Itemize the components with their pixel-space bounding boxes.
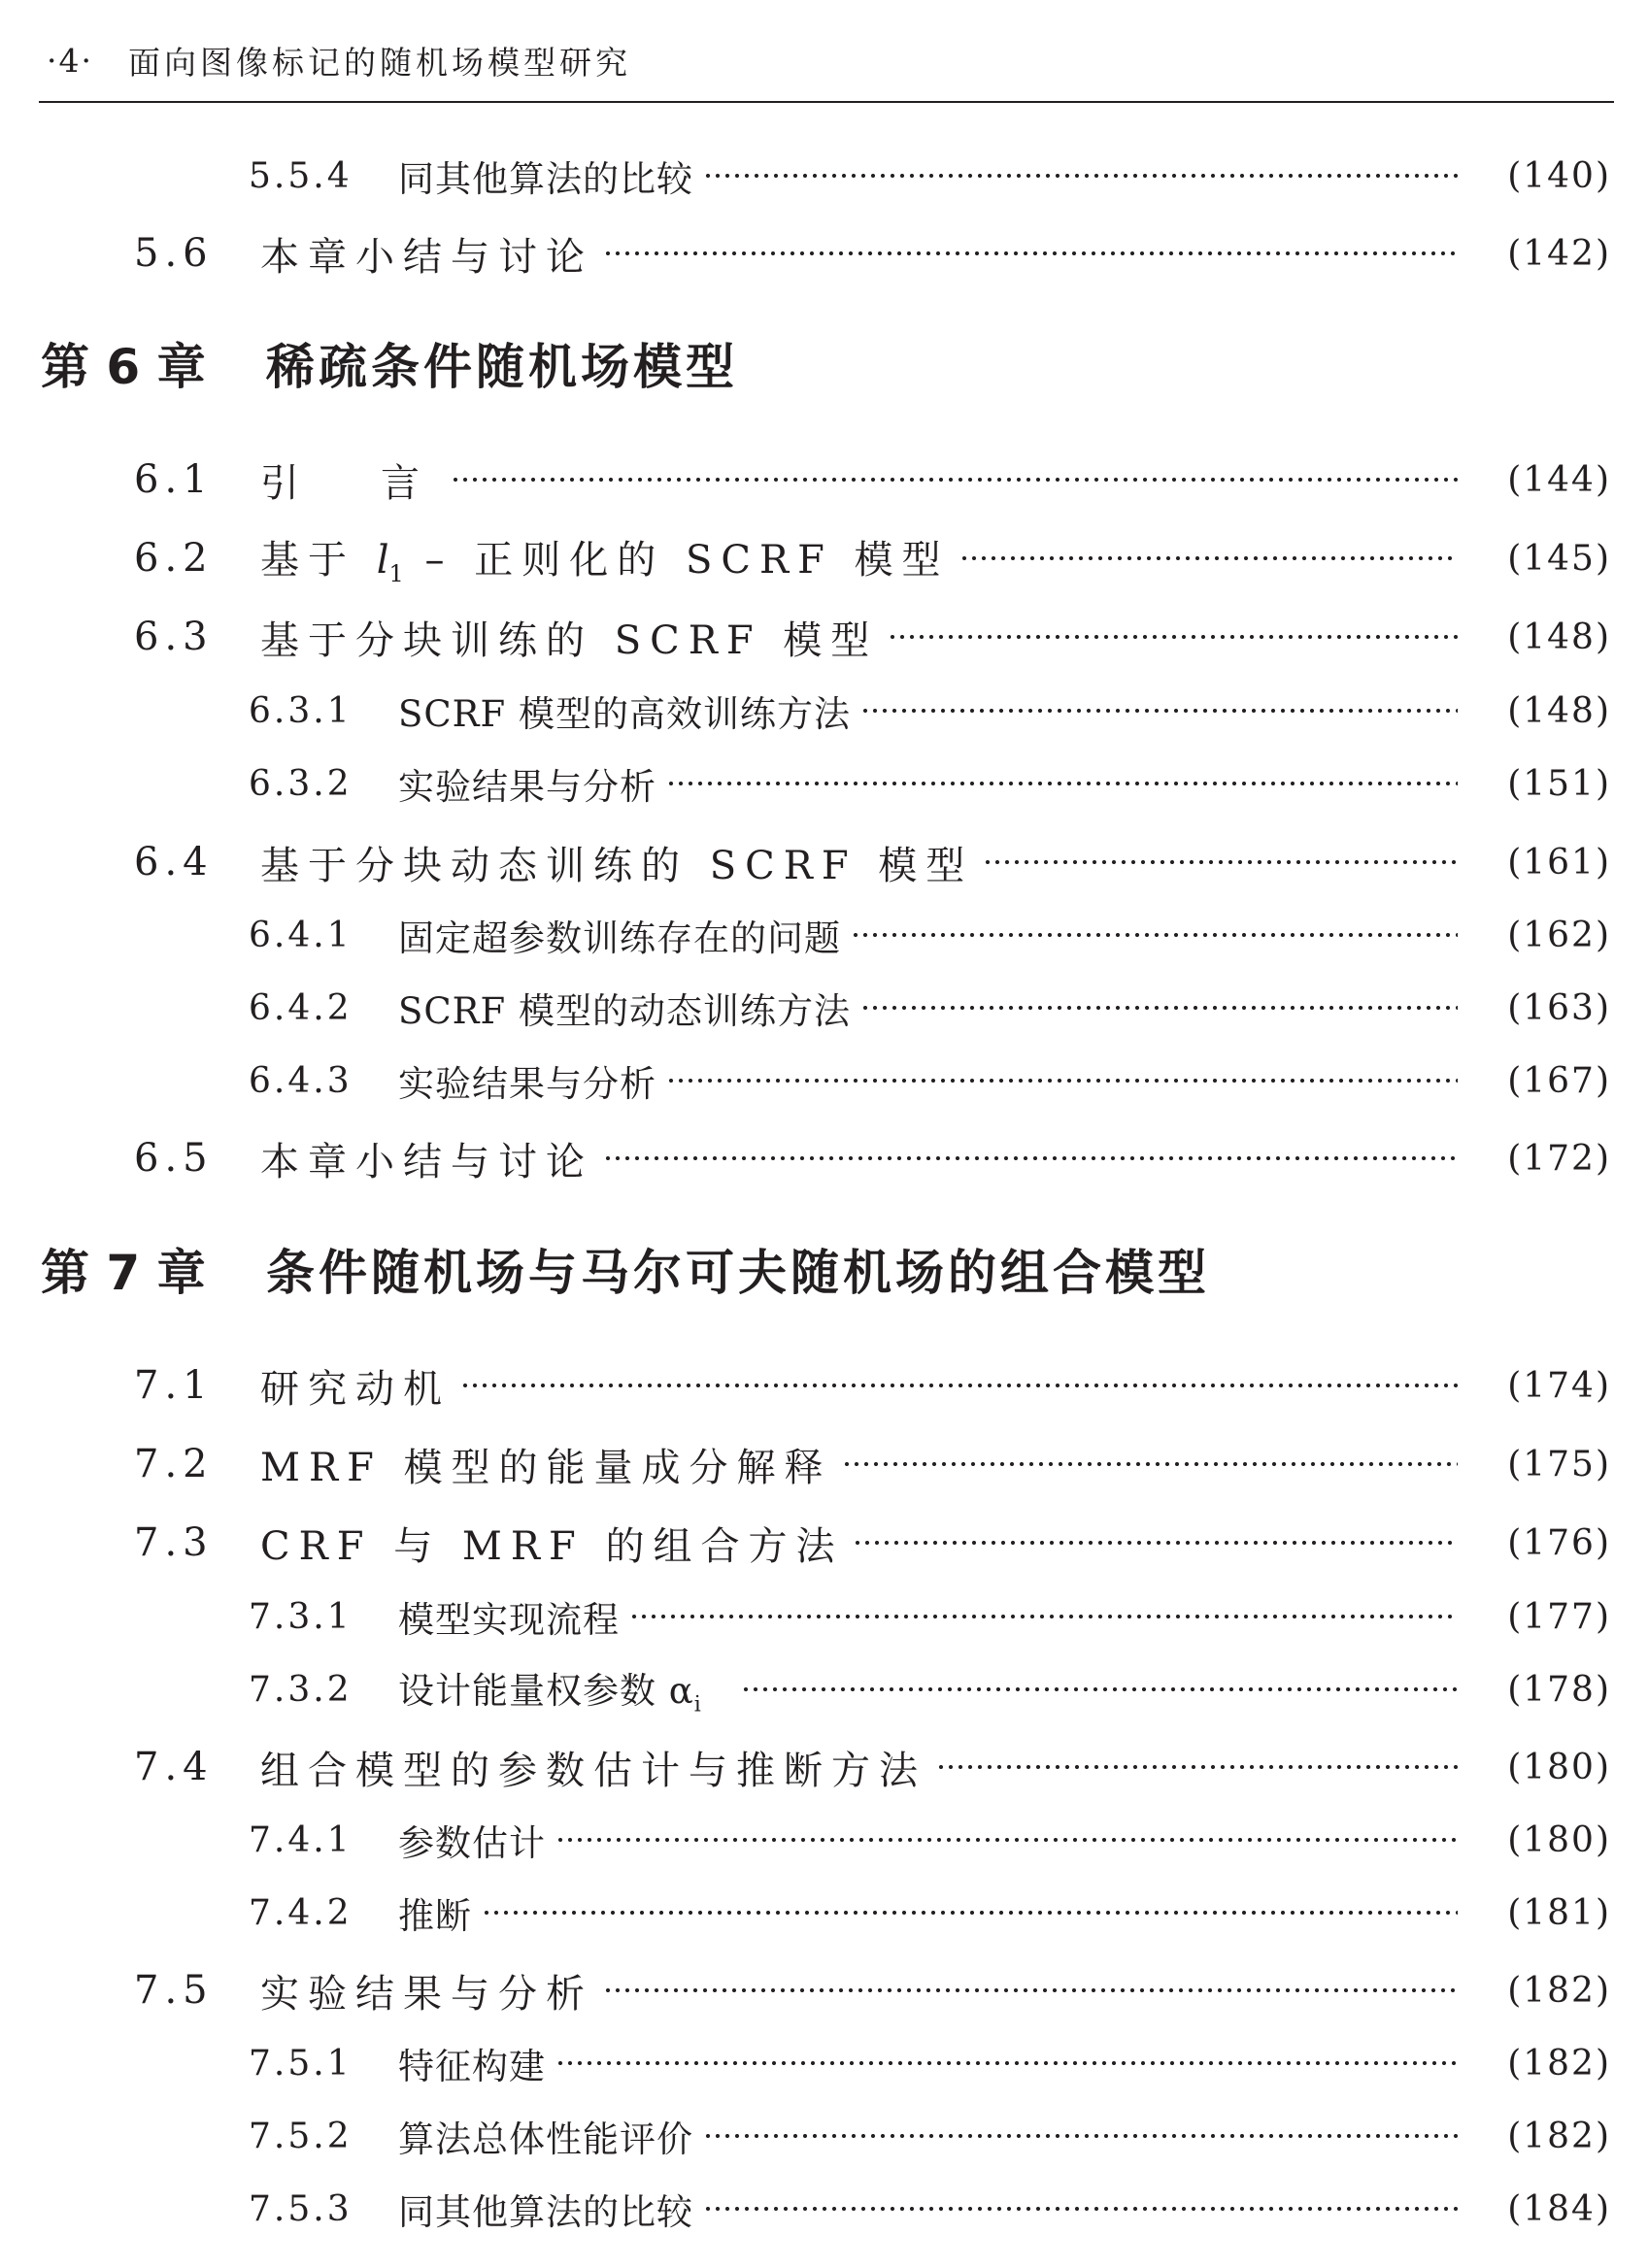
toc-number: 7.4.1 (249, 1819, 353, 1860)
toc-number: 5.6 (134, 231, 214, 276)
toc-page: (148) (1507, 617, 1611, 657)
page-number: ·4· (47, 41, 93, 80)
chapter-title: 条件随机场与马尔可夫随机场的组合模型 (266, 1245, 1210, 1301)
toc-title: SCRF 模型的高效训练方法 (398, 693, 851, 735)
toc-title: SCRF 模型的动态训练方法 (398, 990, 851, 1032)
dot-leader (860, 709, 1458, 713)
toc-entry-6-2[interactable] (0, 533, 1648, 587)
toc-page: (177) (1507, 1596, 1611, 1637)
toc-entry-7-3-1[interactable] (0, 1591, 1648, 1642)
dot-leader (842, 1462, 1458, 1466)
toc-number: 7.3.2 (249, 1669, 353, 1710)
toc-title: 引 言 (260, 460, 441, 506)
toc-entry-7-3[interactable] (0, 1518, 1648, 1568)
toc-entry-7-4[interactable] (0, 1742, 1648, 1792)
toc-page: (163) (1507, 987, 1611, 1028)
toc-number: 6.3.2 (249, 763, 353, 804)
toc-number: 6.4.3 (249, 1060, 353, 1101)
toc-title: 同其他算法的比较 (398, 2191, 693, 2233)
toc-entry-7-2[interactable] (0, 1439, 1648, 1489)
toc-number: 7.3 (134, 1520, 214, 1565)
toc-page: (176) (1507, 1522, 1611, 1563)
toc-title: 固定超参数训练存在的问题 (398, 917, 841, 959)
toc-page: (180) (1507, 1747, 1611, 1787)
chapter-number: 第 6 章 (41, 339, 206, 395)
toc-title: 实验结果与分析 (398, 1063, 656, 1105)
toc-entry-6-3-1[interactable] (0, 685, 1648, 736)
dot-leader (703, 2207, 1458, 2211)
toc-title: 本章小结与讨论 (260, 234, 593, 280)
dot-leader (703, 174, 1458, 178)
toc-page: (151) (1507, 763, 1611, 804)
dot-leader (482, 1911, 1458, 1915)
toc-title: 算法总体性能评价 (398, 2118, 693, 2160)
toc-number: 5.5.4 (249, 155, 353, 196)
toc-number: 7.5.1 (249, 2043, 353, 2084)
dot-leader (603, 1988, 1458, 1992)
dot-leader (666, 782, 1458, 785)
toc-number: 7.5.3 (249, 2188, 353, 2229)
toc-number: 7.3.1 (249, 1596, 353, 1637)
toc-title: 特征构建 (398, 2046, 546, 2087)
toc-title: 本章小结与讨论 (260, 1139, 593, 1184)
toc-entry-7-5-1[interactable] (0, 2038, 1648, 2088)
toc-title: 参数估计 (398, 1822, 546, 1864)
dot-leader (666, 1079, 1458, 1083)
toc-page: (148) (1507, 690, 1611, 731)
toc-title (260, 529, 950, 587)
toc-entry-6-1[interactable] (0, 454, 1648, 505)
toc-entry-5-5-4[interactable] (0, 150, 1648, 201)
dot-leader (629, 1615, 1458, 1618)
toc-page: (167) (1507, 1060, 1611, 1101)
math-variable-l: l (376, 538, 389, 583)
toc-entry-7-1[interactable] (0, 1360, 1648, 1411)
toc-entry-6-4-3[interactable] (0, 1055, 1648, 1106)
dot-leader (741, 1687, 1458, 1691)
toc-page: (174) (1507, 1365, 1611, 1406)
chapter-title: 稀疏条件随机场模型 (266, 339, 738, 395)
dot-leader (451, 478, 1458, 482)
toc-title: 基于分块训练的 SCRF 模型 (260, 617, 879, 663)
toc-page: (182) (1507, 2043, 1611, 2084)
chapter-heading-6[interactable] (41, 331, 738, 395)
toc-entry-6-4-1[interactable] (0, 910, 1648, 960)
toc-entry-6-4-2[interactable] (0, 983, 1648, 1033)
math-subscript: i (693, 1692, 702, 1718)
toc-page: (172) (1507, 1138, 1611, 1179)
toc-number: 7.2 (134, 1442, 214, 1486)
toc-number: 7.4 (134, 1745, 214, 1789)
toc-entry-7-5-3[interactable] (0, 2184, 1648, 2234)
toc-title-prefix: 设计能量权参数 (398, 1670, 669, 1713)
toc-page: (162) (1507, 915, 1611, 955)
toc-title-suffix: – 正则化的 SCRF 模型 (403, 538, 950, 583)
toc-title: 同其他算法的比较 (398, 158, 693, 200)
toc-entry-7-5-2[interactable] (0, 2111, 1648, 2161)
dot-leader (936, 1765, 1458, 1769)
math-variable-alpha: α (668, 1670, 694, 1713)
dot-leader (703, 2134, 1458, 2138)
toc-entry-6-5[interactable] (0, 1133, 1648, 1184)
toc-page: (140) (1507, 155, 1611, 196)
toc-number: 6.4.1 (249, 915, 353, 955)
chapter-heading-7[interactable] (41, 1237, 1210, 1301)
dot-leader (853, 1541, 1458, 1545)
dot-leader (603, 251, 1458, 255)
toc-number: 6.3 (134, 615, 214, 659)
dot-leader (555, 1838, 1458, 1842)
toc-page: (144) (1507, 459, 1611, 500)
dot-leader (860, 1006, 1458, 1010)
dot-leader (555, 2061, 1458, 2065)
toc-entry-6-4[interactable] (0, 837, 1648, 887)
toc-title-prefix: 基于 (260, 538, 377, 583)
page-header (47, 39, 631, 82)
dot-leader (888, 635, 1458, 639)
toc-page: (142) (1507, 233, 1611, 274)
toc-entry-7-4-2[interactable] (0, 1887, 1648, 1938)
toc-page: (175) (1507, 1444, 1611, 1484)
toc-title: 推断 (398, 1895, 472, 1937)
toc-entry-5-6[interactable] (0, 228, 1648, 279)
toc-page: (181) (1507, 1892, 1611, 1933)
toc-title (398, 1661, 702, 1717)
toc-entry-6-3-2[interactable] (0, 758, 1648, 809)
toc-number: 7.5.2 (249, 2116, 353, 2156)
toc-title: 研究动机 (260, 1366, 451, 1412)
toc-page: (182) (1507, 2116, 1611, 2156)
toc-page: (182) (1507, 1970, 1611, 2011)
dot-leader (851, 933, 1458, 937)
dot-leader (603, 1156, 1458, 1160)
toc-page: (161) (1507, 842, 1611, 883)
math-subscript: 1 (388, 560, 404, 587)
toc-number: 6.3.1 (249, 690, 353, 731)
toc-number: 6.4.2 (249, 987, 353, 1028)
dot-leader (460, 1384, 1458, 1387)
toc-title: 实验结果与分析 (260, 1971, 593, 2017)
toc-title: 模型实现流程 (398, 1599, 620, 1641)
toc-title: 实验结果与分析 (398, 766, 656, 808)
toc-number: 6.5 (134, 1136, 214, 1181)
toc-title: 基于分块动态训练的 SCRF 模型 (260, 843, 974, 888)
toc-page: (184) (1507, 2188, 1611, 2229)
toc-title: CRF 与 MRF 的组合方法 (260, 1523, 844, 1569)
toc-entry-6-3[interactable] (0, 612, 1648, 662)
toc-page: (180) (1507, 1819, 1611, 1860)
toc-title: 组合模型的参数估计与推断方法 (260, 1748, 926, 1793)
toc-entry-7-3-2[interactable] (0, 1664, 1648, 1718)
dot-leader (983, 860, 1458, 864)
toc-page: (145) (1507, 538, 1611, 579)
dot-leader (959, 556, 1458, 560)
toc-number: 6.4 (134, 840, 214, 884)
toc-number: 7.4.2 (249, 1892, 353, 1933)
toc-entry-7-5[interactable] (0, 1965, 1648, 2016)
toc-title: MRF 模型的能量成分解释 (260, 1445, 832, 1490)
toc-number: 7.1 (134, 1363, 214, 1408)
toc-number: 7.5 (134, 1968, 214, 2013)
toc-entry-7-4-1[interactable] (0, 1815, 1648, 1865)
book-title: 面向图像标记的随机场模型研究 (127, 43, 631, 82)
toc-number: 6.1 (134, 457, 214, 502)
header-rule (39, 101, 1614, 103)
chapter-number: 第 7 章 (41, 1245, 206, 1301)
toc-page: (178) (1507, 1669, 1611, 1710)
toc-number: 6.2 (134, 536, 214, 581)
